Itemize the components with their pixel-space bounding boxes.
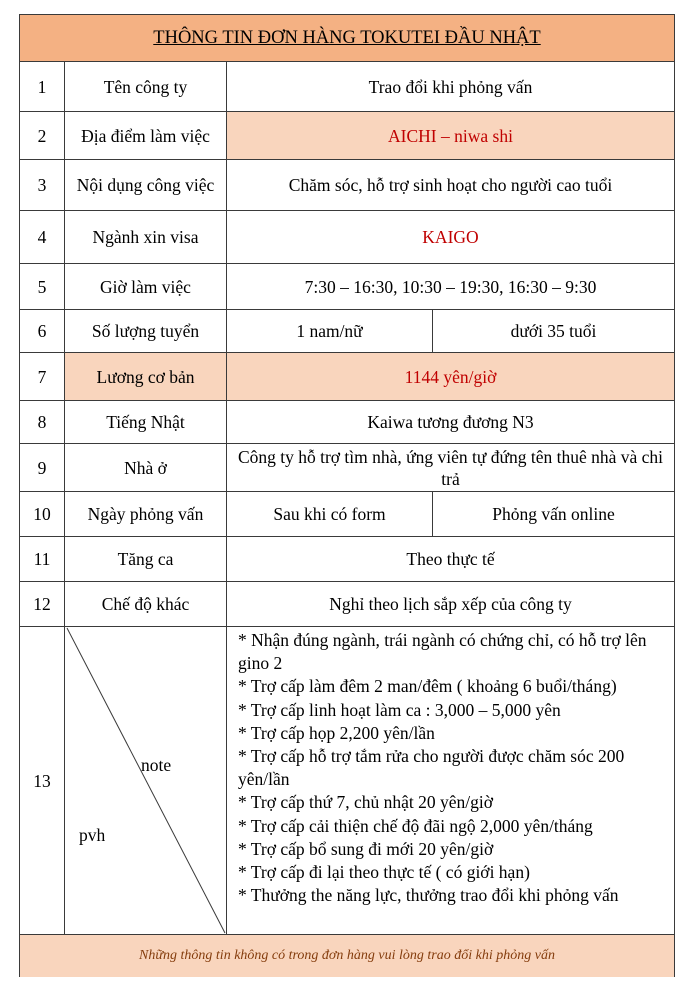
row-value-b: Phỏng vấn online xyxy=(492,504,615,524)
diagonal-label-top: note xyxy=(141,755,172,775)
row-number: 10 xyxy=(20,492,65,536)
table-row xyxy=(20,62,674,112)
row-number: 12 xyxy=(20,582,65,626)
row-value: Kaiwa tương đương N3 xyxy=(367,412,534,432)
row-value: Nghỉ theo lịch sắp xếp của công ty xyxy=(329,594,572,614)
row-label: Số lượng tuyển xyxy=(65,310,227,352)
row-label: Chế độ khác xyxy=(65,582,227,626)
note-item: * Trợ cấp thứ 7, chủ nhật 20 yên/giờ xyxy=(238,792,493,813)
table-row xyxy=(20,444,674,492)
row-value: Trao đổi khi phỏng vấn xyxy=(368,76,533,97)
table-row xyxy=(20,310,674,353)
table-header-row xyxy=(20,15,674,62)
row-label: Tiếng Nhật xyxy=(65,401,227,443)
row-number: 6 xyxy=(20,310,65,352)
note-item: * Trợ cấp làm đêm 2 man/đêm ( khoảng 6 buổi/tháng) xyxy=(238,676,617,697)
row-value-a: Sau khi có form xyxy=(227,492,433,536)
diagonal-divider xyxy=(65,627,227,934)
row-label: Địa điểm làm việc xyxy=(65,112,227,159)
order-info-table xyxy=(19,14,675,977)
row-label: Lương cơ bản xyxy=(65,353,227,400)
table-title: THÔNG TIN ĐƠN HÀNG TOKUTEI ĐẦU NHẬT xyxy=(153,28,541,48)
row-value: 1144 yên/giờ xyxy=(227,353,674,400)
row-value-a: 1 nam/nữ xyxy=(227,310,433,352)
table-row xyxy=(20,492,674,537)
note-item: * Trợ cấp hỗ trợ tắm rửa cho người được chăm sóc 200 yên/lần xyxy=(238,746,625,790)
row-number: 4 xyxy=(20,211,65,263)
table-row xyxy=(20,401,674,444)
row-number: 9 xyxy=(20,444,65,491)
row-label: Tên công ty xyxy=(65,62,227,111)
table-row xyxy=(20,353,674,401)
row-value-b: dưới 35 tuổi xyxy=(510,321,597,341)
note-item: * Nhận đúng ngành, trái ngành có chứng chỉ, có hỗ trợ lên gino 2 xyxy=(238,630,647,674)
table-row xyxy=(20,264,674,310)
row-number: 11 xyxy=(20,537,65,581)
diagonal-label-bottom: pvh xyxy=(79,825,106,845)
row-label: Giờ làm việc xyxy=(65,264,227,309)
row-number: 5 xyxy=(20,264,65,309)
row-label: Ngày phỏng vấn xyxy=(65,492,227,536)
table-row-notes xyxy=(20,627,674,935)
table-footer-row xyxy=(20,935,674,977)
row-number: 8 xyxy=(20,401,65,443)
note-item: * Trợ cấp bổ sung đi mới 20 yên/giờ xyxy=(238,838,494,859)
footer-note: Những thông tin không có trong đơn hàng vui lòng trao đổi khi phỏng vấn xyxy=(139,948,555,963)
row-value: Theo thực tế xyxy=(406,549,495,569)
diagonal-header-cell xyxy=(65,627,227,934)
table-row xyxy=(20,112,674,160)
row-label: Nội dụng công việc xyxy=(65,160,227,210)
table-row xyxy=(20,160,674,211)
row-number: 7 xyxy=(20,353,65,400)
row-number: 2 xyxy=(20,112,65,159)
note-item: * Trợ cấp họp 2,200 yên/lần xyxy=(238,722,435,743)
table-row xyxy=(20,582,674,627)
row-number: 13 xyxy=(20,627,65,934)
row-number: 1 xyxy=(20,62,65,111)
row-value: Công ty hỗ trợ tìm nhà, ứng viên tự đứng tên thuê nhà và chi trả xyxy=(237,446,664,489)
table-row xyxy=(20,537,674,582)
row-label: Nhà ở xyxy=(65,444,227,491)
row-value: Chăm sóc, hỗ trợ sinh hoạt cho người cao tuổi xyxy=(288,175,613,195)
note-item: * Trợ cấp cải thiện chế độ đãi ngộ 2,000 yên/tháng xyxy=(238,815,593,836)
row-value: AICHI – niwa shi xyxy=(227,112,674,159)
note-item: * Thưởng the năng lực, thưởng trao đổi khi phỏng vấn xyxy=(238,885,619,906)
row-value: KAIGO xyxy=(422,227,479,247)
note-item: * Trợ cấp linh hoạt làm ca : 3,000 – 5,000 yên xyxy=(238,699,561,720)
row-number: 3 xyxy=(20,160,65,210)
row-label: Tăng ca xyxy=(65,537,227,581)
table-row xyxy=(20,211,674,264)
row-label: Ngành xin visa xyxy=(65,211,227,263)
row-value: 7:30 – 16:30, 10:30 – 19:30, 16:30 – 9:30 xyxy=(304,276,597,297)
note-item: * Trợ cấp đi lại theo thực tế ( có giới hạn) xyxy=(238,862,530,883)
notes-list xyxy=(227,627,674,934)
